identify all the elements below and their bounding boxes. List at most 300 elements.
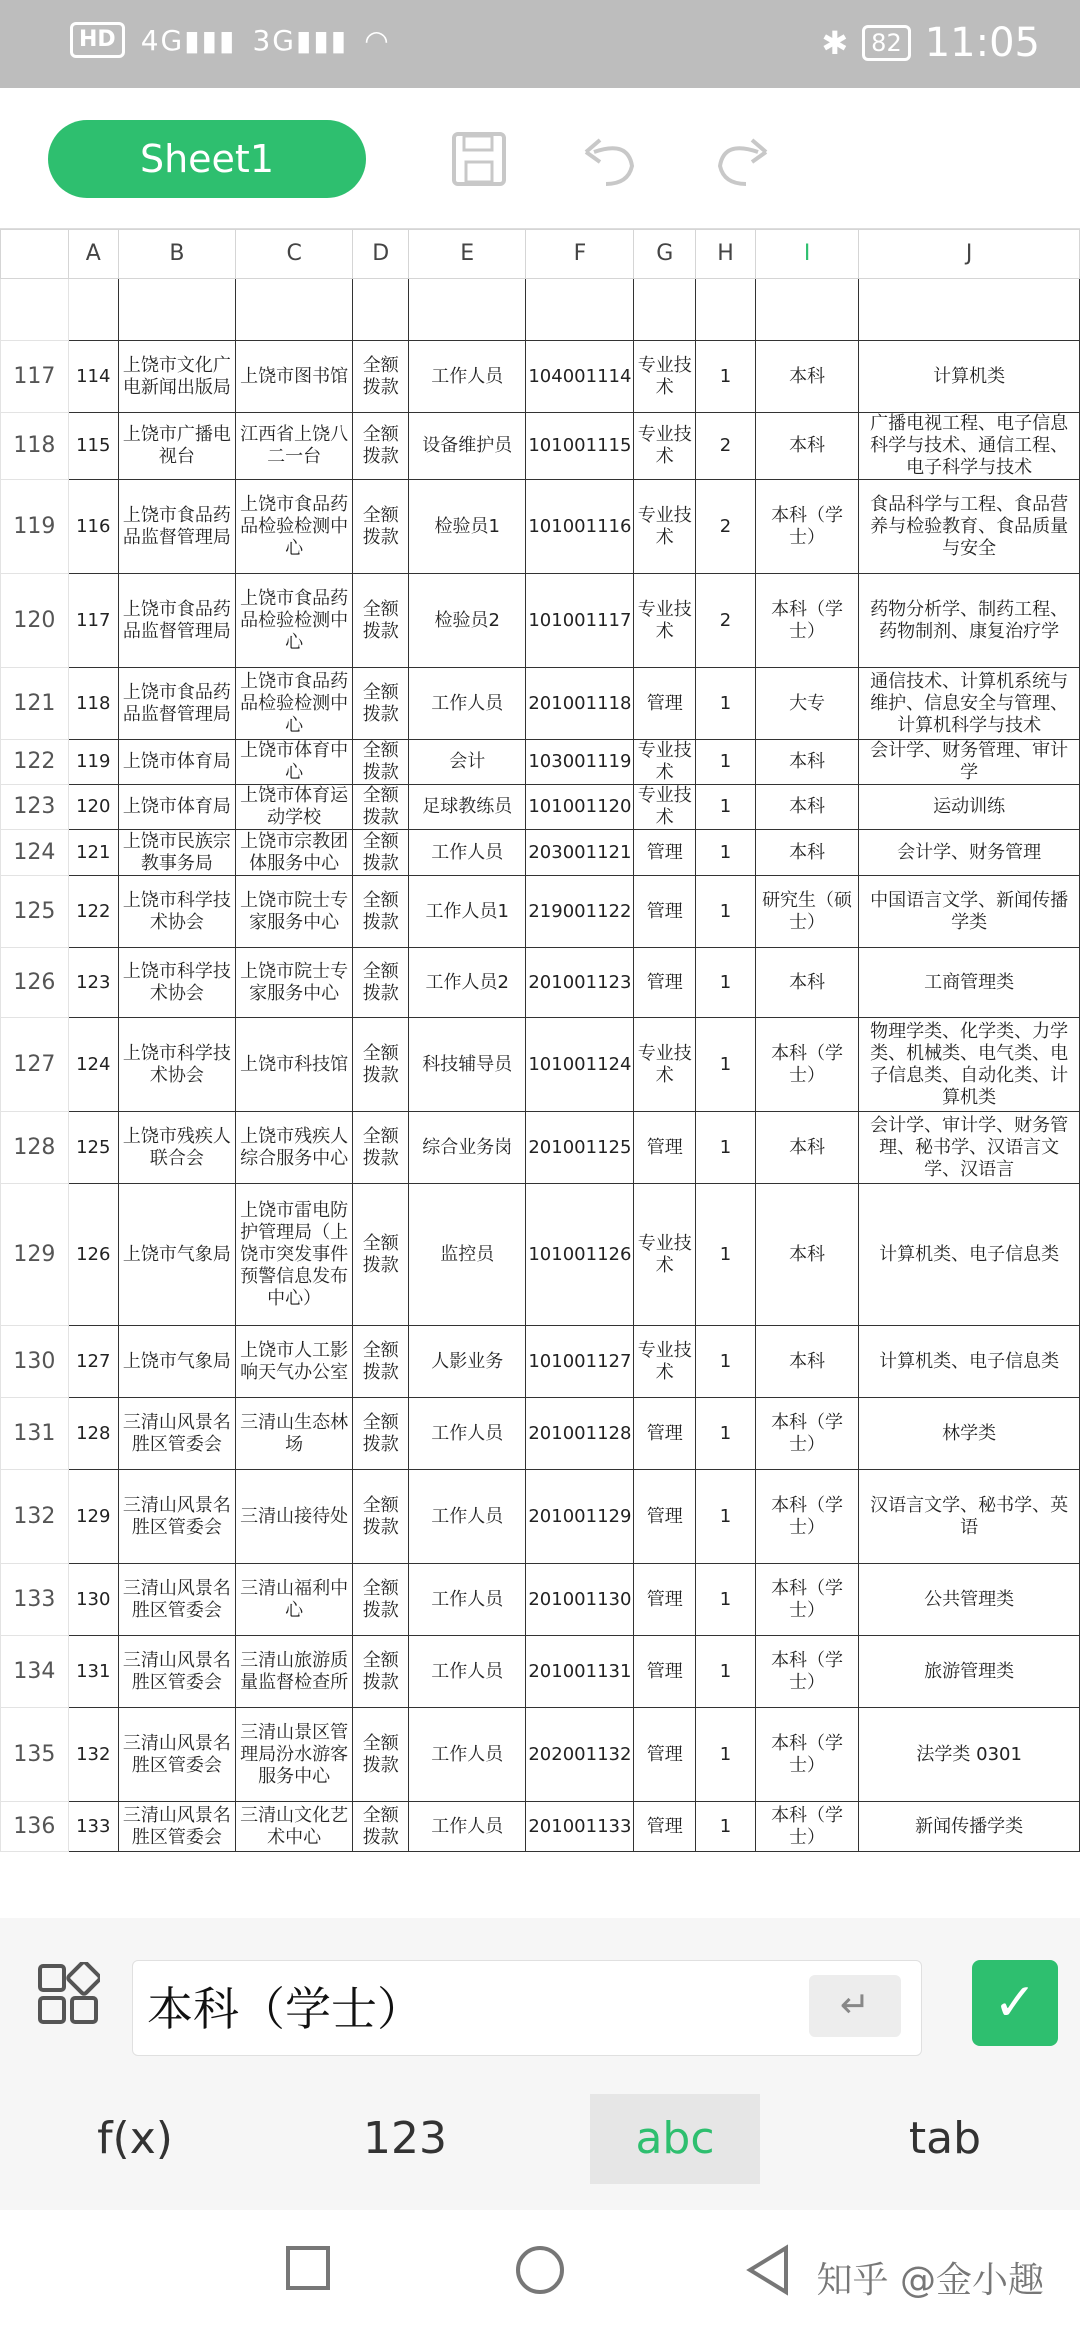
cell-b[interactable]: 上饶市科学技术协会	[118, 876, 235, 948]
net1-label: 4G	[140, 23, 185, 57]
battery-indicator: 82	[862, 25, 911, 61]
cell-d[interactable]: 全额拨款	[353, 413, 409, 480]
cell-c[interactable]: 上饶市科技馆	[235, 1018, 352, 1112]
cell-i[interactable]: 本科	[755, 1112, 859, 1184]
cell-b[interactable]: 上饶市食品药品监督管理局	[118, 668, 235, 740]
cell-g[interactable]: 专业技术	[634, 413, 696, 480]
table-row	[1, 480, 1080, 574]
col-header-g[interactable]: G	[634, 230, 696, 279]
cell-e[interactable]: 检验员1	[409, 480, 526, 574]
formula-bar	[0, 1918, 1080, 2070]
cell-h[interactable]: 1	[696, 341, 756, 413]
square-icon[interactable]	[284, 2244, 332, 2305]
cell-b[interactable]: 上饶市气象局	[118, 1326, 235, 1398]
col-header-a[interactable]: A	[68, 230, 118, 279]
cell-c[interactable]: 三清山接待处	[235, 1470, 352, 1564]
cell-b[interactable]: 上饶市食品药品监督管理局	[118, 480, 235, 574]
cell-a[interactable]: 132	[68, 1708, 118, 1802]
cell-b[interactable]: 上饶市体育局	[118, 785, 235, 830]
cell-e[interactable]: 工作人员	[409, 1708, 526, 1802]
cell-f[interactable]: 201001123	[526, 948, 634, 1018]
cell-f[interactable]: 101001126	[526, 1184, 634, 1326]
cell-d[interactable]: 全额拨款	[353, 1112, 409, 1184]
cell-c[interactable]: 三清山景区管理局汾水游客服务中心	[235, 1708, 352, 1802]
cell-h[interactable]: 1	[696, 948, 756, 1018]
cell-d[interactable]	[353, 279, 409, 341]
cell-e[interactable]: 工作人员	[409, 1470, 526, 1564]
cell-i[interactable]: 本科	[755, 740, 859, 785]
cell-h[interactable]: 1	[696, 1636, 756, 1708]
cell-a[interactable]: 119	[68, 740, 118, 785]
cell-j[interactable]: 工商管理类	[859, 948, 1080, 1018]
cell-d[interactable]: 全额拨款	[353, 1636, 409, 1708]
cell-c[interactable]	[235, 279, 352, 341]
cell-g[interactable]: 管理	[634, 1564, 696, 1636]
cell-g[interactable]	[634, 279, 696, 341]
cell-b[interactable]: 上饶市文化广电新闻出版局	[118, 341, 235, 413]
cell-f[interactable]: 219001122	[526, 876, 634, 948]
cell-j[interactable]: 计算机类、电子信息类	[859, 1184, 1080, 1326]
row-header[interactable]: 132	[1, 1470, 69, 1564]
table-row	[1, 668, 1080, 740]
cell-g[interactable]: 专业技术	[634, 740, 696, 785]
column-header-row	[1, 230, 1080, 279]
cell-i[interactable]: 本科	[755, 830, 859, 876]
cell-f[interactable]: 201001129	[526, 1470, 634, 1564]
cell-f[interactable]: 203001121	[526, 830, 634, 876]
cell-b[interactable]: 三清山风景名胜区管委会	[118, 1802, 235, 1852]
cell-c[interactable]: 上饶市体育中心	[235, 740, 352, 785]
cell-i[interactable]: 本科（学士）	[755, 1708, 859, 1802]
circle-icon[interactable]	[514, 2244, 566, 2309]
cell-g[interactable]: 管理	[634, 668, 696, 740]
cell-d[interactable]: 全额拨款	[353, 574, 409, 668]
cell-i[interactable]	[755, 279, 859, 341]
cell-a[interactable]: 123	[68, 948, 118, 1018]
cell-d[interactable]: 全额拨款	[353, 1564, 409, 1636]
col-header-i[interactable]: I	[755, 230, 859, 279]
cell-g[interactable]: 管理	[634, 1112, 696, 1184]
tab-123[interactable]: 123	[363, 2113, 447, 2164]
cell-f[interactable]: 101001127	[526, 1326, 634, 1398]
row-header[interactable]: 121	[1, 668, 69, 740]
cell-f[interactable]	[526, 279, 634, 341]
cell-c[interactable]: 上饶市雷电防护管理局（上饶市突发事件预警信息发布中心）	[235, 1184, 352, 1326]
cell-d[interactable]: 全额拨款	[353, 1708, 409, 1802]
hd-indicator	[70, 22, 125, 58]
cell-e[interactable]: 足球教练员	[409, 785, 526, 830]
cell-f[interactable]: 101001115	[526, 413, 634, 480]
cell-e[interactable]: 工作人员	[409, 1398, 526, 1470]
cell-i[interactable]: 本科（学士）	[755, 1802, 859, 1852]
row-header[interactable]: 125	[1, 876, 69, 948]
cell-c[interactable]: 上饶市食品药品检验检测中心	[235, 668, 352, 740]
cell-a[interactable]: 117	[68, 574, 118, 668]
row-header[interactable]: 130	[1, 1326, 69, 1398]
cell-b[interactable]: 三清山风景名胜区管委会	[118, 1636, 235, 1708]
cell-d[interactable]: 全额拨款	[353, 785, 409, 830]
cell-f[interactable]: 201001118	[526, 668, 634, 740]
cell-g[interactable]: 管理	[634, 830, 696, 876]
table-row	[1, 1470, 1080, 1564]
status-right	[821, 20, 1040, 66]
table-row	[1, 785, 1080, 830]
grid-icon[interactable]	[36, 1962, 100, 2040]
cell-c[interactable]: 上饶市残疾人综合服务中心	[235, 1112, 352, 1184]
cell-i[interactable]: 本科（学士）	[755, 1470, 859, 1564]
redo-icon[interactable]	[712, 130, 772, 200]
cell-h[interactable]: 1	[696, 1398, 756, 1470]
cell-d[interactable]: 全额拨款	[353, 1326, 409, 1398]
cell-j[interactable]: 运动训练	[859, 785, 1080, 830]
cell-h[interactable]: 2	[696, 574, 756, 668]
row-header[interactable]: 117	[1, 341, 69, 413]
cell-g[interactable]: 专业技术	[634, 1018, 696, 1112]
row-header[interactable]: 118	[1, 413, 69, 480]
table-row	[1, 1398, 1080, 1470]
cell-b[interactable]	[118, 279, 235, 341]
sheet-tab-button[interactable]: Sheet1	[48, 120, 366, 198]
table-row	[1, 1018, 1080, 1112]
cell-h[interactable]: 1	[696, 1564, 756, 1636]
cell-g[interactable]: 专业技术	[634, 785, 696, 830]
cell-i[interactable]: 本科（学士）	[755, 1398, 859, 1470]
back-icon[interactable]	[744, 2244, 792, 2309]
status-left	[70, 22, 391, 58]
table-row	[1, 740, 1080, 785]
cell-a[interactable]: 114	[68, 341, 118, 413]
tab-abc[interactable]: abc	[590, 2094, 760, 2184]
cell-j[interactable]: 广播电视工程、电子信息科学与技术、通信工程、电子科学与技术	[859, 413, 1080, 480]
cell-f[interactable]: 101001117	[526, 574, 634, 668]
cell-c[interactable]: 上饶市院士专家服务中心	[235, 948, 352, 1018]
cell-g[interactable]: 管理	[634, 1708, 696, 1802]
cell-j[interactable]	[859, 279, 1080, 341]
cell-j[interactable]: 会计学、财务管理、审计学	[859, 740, 1080, 785]
cell-a[interactable]: 121	[68, 830, 118, 876]
cell-c[interactable]: 上饶市体育运动学校	[235, 785, 352, 830]
watermark-text: 知乎 @金小趣	[816, 2260, 1044, 2301]
cell-f[interactable]: 101001124	[526, 1018, 634, 1112]
cell-d[interactable]: 全额拨款	[353, 668, 409, 740]
cell-c[interactable]: 江西省上饶八二一台	[235, 413, 352, 480]
cell-i[interactable]: 本科（学士）	[755, 574, 859, 668]
row-header[interactable]: 119	[1, 480, 69, 574]
table-row	[1, 830, 1080, 876]
cell-b[interactable]: 三清山风景名胜区管委会	[118, 1470, 235, 1564]
row-header[interactable]: 128	[1, 1112, 69, 1184]
cell-j[interactable]: 新闻传播学类	[859, 1802, 1080, 1852]
cell-f[interactable]: 101001116	[526, 480, 634, 574]
cell-a[interactable]: 115	[68, 413, 118, 480]
cell-b[interactable]: 上饶市民族宗教事务局	[118, 830, 235, 876]
cell-f[interactable]: 201001133	[526, 1802, 634, 1852]
cell-d[interactable]: 全额拨款	[353, 1018, 409, 1112]
cell-g[interactable]: 管理	[634, 1636, 696, 1708]
cell-f[interactable]: 104001114	[526, 341, 634, 413]
net2-label: 3G	[252, 23, 296, 57]
cell-d[interactable]: 全额拨款	[353, 341, 409, 413]
cell-j[interactable]: 汉语言文学、秘书学、英语	[859, 1470, 1080, 1564]
bluetooth-icon: ✱	[821, 24, 849, 62]
spreadsheet-grid[interactable]	[0, 228, 1080, 1919]
cell-e[interactable]: 会计	[409, 740, 526, 785]
row-header[interactable]: 123	[1, 785, 69, 830]
cell-h[interactable]	[696, 279, 756, 341]
cell-g[interactable]: 专业技术	[634, 1184, 696, 1326]
cell-c[interactable]: 上饶市院士专家服务中心	[235, 876, 352, 948]
col-header-j[interactable]: J	[859, 230, 1080, 279]
cell-edit-value: 本科（学士）	[147, 1982, 423, 2036]
cell-d[interactable]: 全额拨款	[353, 740, 409, 785]
cell-h[interactable]: 1	[696, 1018, 756, 1112]
table-row	[1, 948, 1080, 1018]
cell-d[interactable]: 全额拨款	[353, 1398, 409, 1470]
table-row	[1, 279, 1080, 341]
cell-c[interactable]: 上饶市宗教团体服务中心	[235, 830, 352, 876]
cell-h[interactable]: 1	[696, 1112, 756, 1184]
cell-j[interactable]: 旅游管理类	[859, 1636, 1080, 1708]
cell-c[interactable]: 三清山福利中心	[235, 1564, 352, 1636]
cell-j[interactable]: 通信技术、计算机系统与维护、信息安全与管理、计算机科学与技术	[859, 668, 1080, 740]
cell-i[interactable]: 研究生（硕士）	[755, 876, 859, 948]
top-toolbar	[0, 88, 1080, 228]
table-row	[1, 1636, 1080, 1708]
cell-c[interactable]: 上饶市食品药品检验检测中心	[235, 574, 352, 668]
row-header[interactable]: 136	[1, 1802, 69, 1852]
enter-icon[interactable]: ↵	[809, 1975, 901, 2037]
cell-f[interactable]: 201001128	[526, 1398, 634, 1470]
cell-c[interactable]: 上饶市人工影响天气办公室	[235, 1326, 352, 1398]
cell-i[interactable]: 本科（学士）	[755, 480, 859, 574]
cell-a[interactable]: 120	[68, 785, 118, 830]
cell-b[interactable]: 上饶市食品药品监督管理局	[118, 574, 235, 668]
row-header[interactable]: 126	[1, 948, 69, 1018]
cell-d[interactable]: 全额拨款	[353, 480, 409, 574]
signal-4g-icon: 4G▮▮▮	[140, 23, 237, 57]
table-row	[1, 1112, 1080, 1184]
cell-e[interactable]: 工作人员	[409, 1802, 526, 1852]
system-nav-bar	[0, 2210, 1080, 2340]
cell-a[interactable]: 133	[68, 1802, 118, 1852]
cell-c[interactable]: 三清山旅游质量监督检查所	[235, 1636, 352, 1708]
cell-j[interactable]: 中国语言文学、新闻传播学类	[859, 876, 1080, 948]
cell-d[interactable]: 全额拨款	[353, 1184, 409, 1326]
cell-b[interactable]: 上饶市气象局	[118, 1184, 235, 1326]
cell-a[interactable]: 127	[68, 1326, 118, 1398]
cell-g[interactable]: 管理	[634, 1470, 696, 1564]
cell-g[interactable]: 专业技术	[634, 341, 696, 413]
row-header[interactable]: 120	[1, 574, 69, 668]
row-header[interactable]: 134	[1, 1636, 69, 1708]
cell-g[interactable]: 专业技术	[634, 480, 696, 574]
cell-i[interactable]: 本科	[755, 948, 859, 1018]
cell-c[interactable]: 上饶市图书馆	[235, 341, 352, 413]
cell-g[interactable]: 管理	[634, 1398, 696, 1470]
cell-b[interactable]: 上饶市广播电视台	[118, 413, 235, 480]
sheet-table	[0, 229, 1080, 1852]
cell-g[interactable]: 管理	[634, 948, 696, 1018]
table-row	[1, 1184, 1080, 1326]
cell-a[interactable]: 130	[68, 1564, 118, 1636]
cell-h[interactable]: 1	[696, 1326, 756, 1398]
cell-j[interactable]: 会计学、审计学、财务管理、秘书学、汉语言文学、汉语言	[859, 1112, 1080, 1184]
row-header[interactable]: 122	[1, 740, 69, 785]
cell-j[interactable]: 林学类	[859, 1398, 1080, 1470]
cell-g[interactable]: 专业技术	[634, 574, 696, 668]
cell-e[interactable]: 综合业务岗	[409, 1112, 526, 1184]
cell-i[interactable]: 本科	[755, 785, 859, 830]
cell-j[interactable]: 药物分析学、制药工程、药物制剂、康复治疗学	[859, 574, 1080, 668]
col-header-b[interactable]: B	[118, 230, 235, 279]
cell-i[interactable]: 本科（学士）	[755, 1018, 859, 1112]
cell-i[interactable]: 本科（学士）	[755, 1564, 859, 1636]
cell-h[interactable]: 1	[696, 740, 756, 785]
col-header-e[interactable]: E	[409, 230, 526, 279]
cell-a[interactable]: 125	[68, 1112, 118, 1184]
grid-body	[1, 279, 1080, 1852]
row-header[interactable]: 129	[1, 1184, 69, 1326]
cell-j[interactable]: 计算机类、电子信息类	[859, 1326, 1080, 1398]
table-row	[1, 1564, 1080, 1636]
cell-j[interactable]: 法学类 0301	[859, 1708, 1080, 1802]
tab-fx[interactable]: f(x)	[97, 2113, 173, 2164]
cell-h[interactable]: 1	[696, 1802, 756, 1852]
cell-i[interactable]: 本科（学士）	[755, 1636, 859, 1708]
cell-b[interactable]: 三清山风景名胜区管委会	[118, 1564, 235, 1636]
table-row	[1, 1708, 1080, 1802]
cell-e[interactable]: 工作人员	[409, 668, 526, 740]
cell-h[interactable]: 1	[696, 1708, 756, 1802]
cell-e[interactable]: 工作人员	[409, 1636, 526, 1708]
table-row	[1, 413, 1080, 480]
cell-b[interactable]: 上饶市科学技术协会	[118, 948, 235, 1018]
row-header[interactable]: 133	[1, 1564, 69, 1636]
cell-j[interactable]: 计算机类	[859, 341, 1080, 413]
cell-c[interactable]: 三清山文化艺术中心	[235, 1802, 352, 1852]
cell-d[interactable]: 全额拨款	[353, 1802, 409, 1852]
cell-c[interactable]: 上饶市食品药品检验检测中心	[235, 480, 352, 574]
clock: 11:05	[924, 20, 1040, 66]
cell-e[interactable]: 工作人员	[409, 830, 526, 876]
hd-text: HD	[79, 27, 116, 52]
cell-g[interactable]: 管理	[634, 1802, 696, 1852]
wifi-icon: ◠	[364, 23, 391, 57]
cell-e[interactable]: 工作人员2	[409, 948, 526, 1018]
cell-i[interactable]: 本科	[755, 341, 859, 413]
keyboard-mode-tabs	[0, 2070, 1080, 2210]
cell-d[interactable]: 全额拨款	[353, 1470, 409, 1564]
cell-e[interactable]: 工作人员	[409, 1564, 526, 1636]
cell-b[interactable]: 上饶市残疾人联合会	[118, 1112, 235, 1184]
cell-i[interactable]: 本科	[755, 1184, 859, 1326]
cell-i[interactable]: 大专	[755, 668, 859, 740]
save-icon[interactable]	[450, 130, 508, 200]
cell-a[interactable]	[68, 279, 118, 341]
cell-f[interactable]: 202001132	[526, 1708, 634, 1802]
check-icon[interactable]: ✓	[972, 1960, 1058, 2046]
cell-a[interactable]: 122	[68, 876, 118, 948]
table-row	[1, 876, 1080, 948]
cell-d[interactable]: 全额拨款	[353, 830, 409, 876]
col-header-d[interactable]: D	[353, 230, 409, 279]
cell-edit-input[interactable]	[132, 1960, 922, 2056]
status-bar	[0, 0, 1080, 88]
cell-h[interactable]: 1	[696, 785, 756, 830]
row-header[interactable]: 127	[1, 1018, 69, 1112]
cell-i[interactable]: 本科	[755, 1326, 859, 1398]
cell-b[interactable]: 三清山风景名胜区管委会	[118, 1398, 235, 1470]
cell-b[interactable]: 上饶市科学技术协会	[118, 1018, 235, 1112]
cell-b[interactable]: 上饶市体育局	[118, 740, 235, 785]
cell-f[interactable]: 201001130	[526, 1564, 634, 1636]
cell-j[interactable]: 物理学类、化学类、力学类、机械类、电气类、电子信息类、自动化类、计算机类	[859, 1018, 1080, 1112]
signal-3g-icon: 3G▮▮▮	[252, 23, 349, 57]
row-header[interactable]: 124	[1, 830, 69, 876]
corner-cell[interactable]	[1, 230, 69, 279]
table-row	[1, 574, 1080, 668]
cell-j[interactable]: 会计学、财务管理	[859, 830, 1080, 876]
cell-e[interactable]: 工作人员	[409, 341, 526, 413]
table-row	[1, 1326, 1080, 1398]
row-header[interactable]: 135	[1, 1708, 69, 1802]
cell-h[interactable]: 1	[696, 1184, 756, 1326]
tab-tab[interactable]: tab	[908, 2113, 982, 2164]
cell-a[interactable]: 118	[68, 668, 118, 740]
cell-d[interactable]: 全额拨款	[353, 948, 409, 1018]
cell-a[interactable]: 128	[68, 1398, 118, 1470]
cell-h[interactable]: 1	[696, 830, 756, 876]
cell-a[interactable]: 124	[68, 1018, 118, 1112]
cell-a[interactable]: 116	[68, 480, 118, 574]
cell-a[interactable]: 129	[68, 1470, 118, 1564]
table-row	[1, 1802, 1080, 1852]
col-header-f[interactable]: F	[526, 230, 634, 279]
row-header[interactable]	[1, 279, 69, 341]
cell-h[interactable]: 1	[696, 876, 756, 948]
cell-a[interactable]: 131	[68, 1636, 118, 1708]
cell-e[interactable]: 人影业务	[409, 1326, 526, 1398]
cell-g[interactable]: 专业技术	[634, 1326, 696, 1398]
cell-d[interactable]: 全额拨款	[353, 876, 409, 948]
cell-e[interactable]: 科技辅导员	[409, 1018, 526, 1112]
cell-j[interactable]: 食品科学与工程、食品营养与检验教育、食品质量与安全	[859, 480, 1080, 574]
cell-e[interactable]: 设备维护员	[409, 413, 526, 480]
cell-h[interactable]: 1	[696, 1470, 756, 1564]
cell-j[interactable]: 公共管理类	[859, 1564, 1080, 1636]
cell-f[interactable]: 201001131	[526, 1636, 634, 1708]
cell-f[interactable]: 201001125	[526, 1112, 634, 1184]
cell-a[interactable]: 126	[68, 1184, 118, 1326]
cell-h[interactable]: 2	[696, 413, 756, 480]
cell-e[interactable]	[409, 279, 526, 341]
undo-icon[interactable]	[580, 130, 640, 200]
cell-b[interactable]: 三清山风景名胜区管委会	[118, 1708, 235, 1802]
cell-f[interactable]: 103001119	[526, 740, 634, 785]
cell-e[interactable]: 工作人员1	[409, 876, 526, 948]
col-header-c[interactable]: C	[235, 230, 352, 279]
cell-h[interactable]: 2	[696, 480, 756, 574]
cell-f[interactable]: 101001120	[526, 785, 634, 830]
cell-g[interactable]: 管理	[634, 876, 696, 948]
cell-i[interactable]: 本科	[755, 413, 859, 480]
cell-e[interactable]: 检验员2	[409, 574, 526, 668]
col-header-h[interactable]: H	[696, 230, 756, 279]
row-header[interactable]: 131	[1, 1398, 69, 1470]
cell-c[interactable]: 三清山生态林场	[235, 1398, 352, 1470]
cell-e[interactable]: 监控员	[409, 1184, 526, 1326]
cell-h[interactable]: 1	[696, 668, 756, 740]
